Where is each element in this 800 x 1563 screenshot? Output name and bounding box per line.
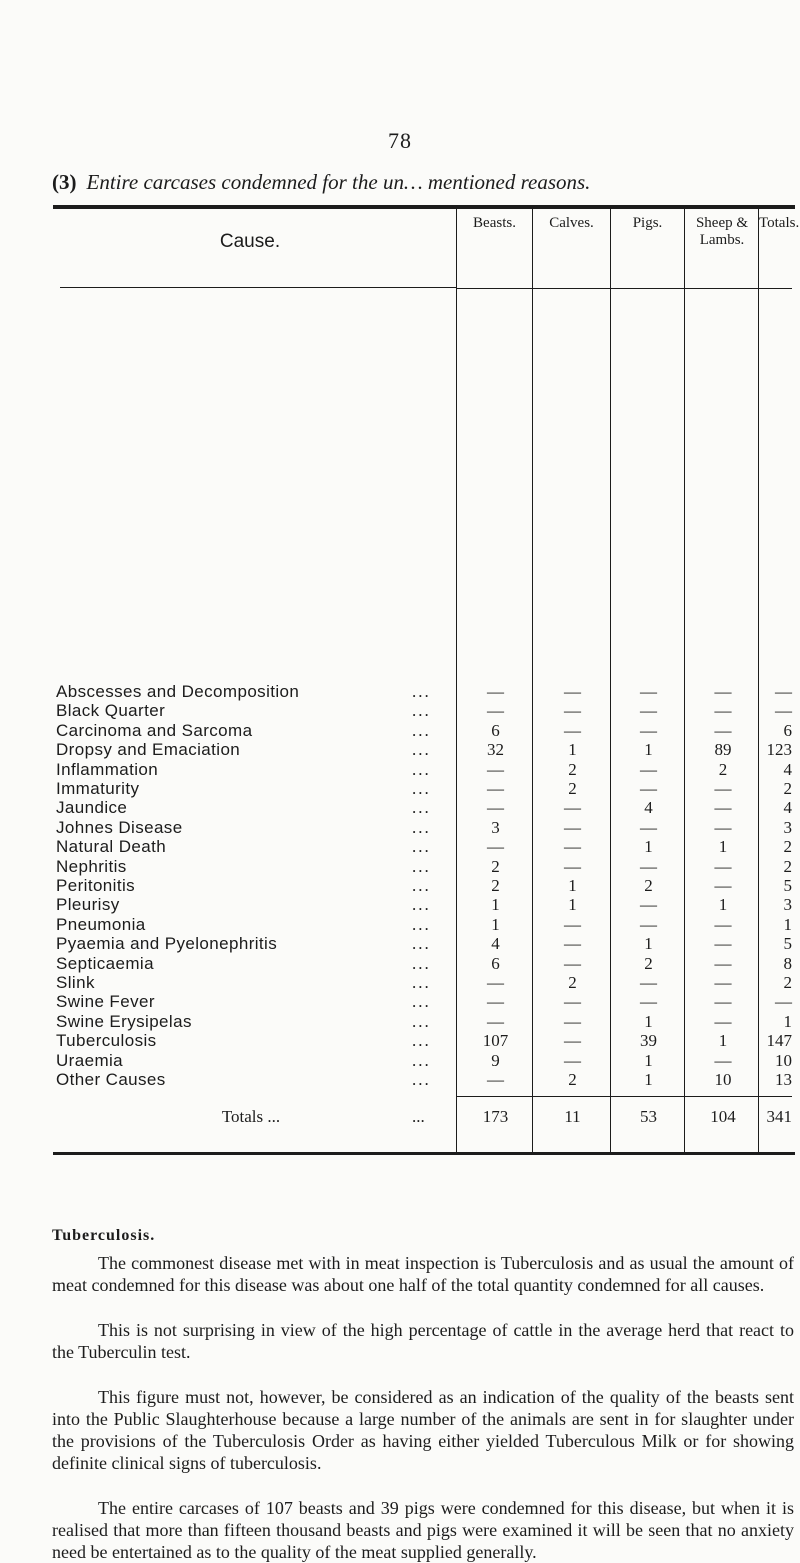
table-row: [0, 915, 800, 936]
row-totals: 2: [783, 837, 792, 857]
row-pigs: —: [640, 720, 657, 740]
row-pigs: 1: [644, 1011, 653, 1031]
row-totals: 1: [783, 1011, 792, 1031]
table-row: [0, 1031, 800, 1052]
section-title: Tuberculosis.: [52, 1227, 156, 1244]
totals-leader: ...: [412, 1107, 425, 1126]
table-row: [0, 895, 800, 916]
table-row: [0, 818, 800, 839]
row-sheep: —: [714, 1050, 732, 1070]
row-sheep: 1: [718, 895, 728, 915]
row-cause: Septicaemia: [56, 953, 154, 973]
row-calves: —: [564, 798, 581, 818]
row-beasts: —: [487, 837, 504, 857]
header-bottom-rule: [60, 287, 456, 288]
table-row: [0, 1070, 800, 1091]
totals-label: Totals ...: [221, 1107, 281, 1126]
row-sheep: —: [714, 720, 732, 740]
table-caption: [52, 170, 590, 195]
row-sheep: —: [714, 682, 732, 701]
row-calves: —: [564, 837, 581, 857]
row-leader-dots: ...: [412, 779, 431, 798]
row-calves: —: [564, 701, 581, 721]
row-leader-dots: ...: [412, 856, 431, 876]
table-row: [0, 973, 800, 994]
row-totals: 123: [766, 740, 792, 760]
table-row: [0, 992, 800, 1013]
row-cause: Dropsy and Emaciation: [56, 740, 241, 760]
row-sheep: —: [714, 992, 732, 1012]
row-totals: 10: [775, 1050, 792, 1070]
row-pigs: —: [640, 682, 657, 701]
row-sheep: —: [714, 856, 732, 876]
row-beasts: 3: [491, 817, 500, 837]
row-calves: 2: [568, 779, 577, 798]
row-cause: Carcinoma and Sarcoma: [56, 720, 253, 740]
row-beasts: 2: [491, 876, 500, 895]
row-calves: —: [564, 1050, 581, 1070]
paragraph: The entire carcases of 107 beasts and 39 pigs were condemned for this disease, but when it is realised that more than fifteen thousand beasts and pigs were examined it will be seen that no anxiety need be entertained as to the quality of the meat supplied generally.: [52, 1498, 794, 1562]
page-number: 78: [388, 128, 412, 153]
row-pigs: 1: [644, 740, 653, 760]
row-calves: —: [564, 914, 581, 934]
header-totals: Totals.: [759, 215, 800, 231]
row-leader-dots: ...: [412, 876, 431, 895]
row-calves: —: [564, 682, 581, 701]
row-cause: Swine Fever: [56, 992, 155, 1012]
table-row: [0, 798, 800, 819]
row-cause: Immaturity: [56, 779, 140, 798]
row-cause: Abscesses and Decomposition: [56, 682, 300, 701]
row-calves: —: [564, 992, 581, 1012]
row-sheep: —: [714, 953, 732, 973]
row-pigs: —: [640, 759, 657, 779]
row-cause: Jaundice: [56, 798, 128, 818]
row-leader-dots: ...: [412, 837, 431, 857]
row-calves: —: [564, 953, 581, 973]
header-cause: Cause.: [219, 231, 281, 252]
row-totals: 5: [783, 876, 792, 895]
row-totals: 1: [783, 914, 792, 934]
row-leader-dots: ...: [412, 1031, 431, 1051]
row-cause: Inflammation: [56, 759, 159, 779]
totals-beasts: 173: [482, 1107, 509, 1126]
row-pigs: —: [640, 973, 657, 992]
row-pigs: —: [640, 817, 657, 837]
table-bottom-rule: [53, 1152, 795, 1155]
row-beasts: 1: [491, 914, 500, 934]
row-calves: —: [564, 1031, 581, 1051]
row-cause: Tuberculosis: [56, 1031, 157, 1051]
row-beasts: 107: [482, 1031, 509, 1051]
row-totals: 147: [766, 1031, 792, 1051]
row-sheep: —: [714, 934, 732, 954]
table-row: [0, 954, 800, 975]
row-calves: 2: [568, 1070, 577, 1089]
row-pigs: —: [640, 779, 657, 798]
row-leader-dots: ...: [412, 895, 431, 915]
row-totals: 8: [783, 953, 792, 973]
row-sheep: —: [714, 876, 732, 895]
header-sheep: Sheep & Lambs.: [695, 215, 749, 248]
row-totals: 5: [783, 934, 792, 954]
row-beasts: —: [487, 992, 504, 1012]
paragraph: This is not surprising in view of the high percentage of cattle in the average herd that react to the Tuberculin test.: [52, 1320, 794, 1362]
row-sheep: —: [714, 798, 732, 818]
row-totals: —: [775, 701, 792, 721]
row-pigs: —: [640, 992, 657, 1012]
row-sheep: —: [714, 779, 732, 798]
table-row: [0, 740, 800, 761]
row-pigs: 39: [640, 1031, 657, 1051]
row-leader-dots: ...: [412, 992, 431, 1012]
row-beasts: —: [487, 701, 504, 721]
row-totals: —: [775, 682, 792, 701]
row-pigs: 2: [644, 953, 653, 973]
header-bottom-rule-right: [456, 288, 792, 289]
row-leader-dots: ...: [412, 682, 431, 701]
row-beasts: —: [487, 759, 504, 779]
row-pigs: —: [640, 701, 657, 721]
row-calves: 1: [568, 740, 577, 760]
row-totals: 2: [783, 856, 792, 876]
row-leader-dots: ...: [412, 914, 431, 934]
totals-calves: 11: [564, 1107, 581, 1126]
row-beasts: —: [487, 779, 504, 798]
totals-top-rule: [456, 1096, 792, 1097]
row-beasts: 4: [491, 934, 500, 954]
row-pigs: 1: [644, 1070, 653, 1089]
row-sheep: 10: [714, 1070, 732, 1089]
table-row: [0, 934, 800, 955]
row-sheep: —: [714, 1011, 732, 1031]
row-totals: 3: [783, 895, 792, 915]
table-row: [0, 682, 800, 703]
row-pigs: 1: [644, 837, 653, 857]
row-beasts: 6: [491, 953, 500, 973]
row-beasts: 6: [491, 720, 500, 740]
row-sheep: —: [714, 701, 732, 721]
row-calves: 1: [568, 876, 577, 895]
row-leader-dots: ...: [412, 817, 431, 837]
row-calves: —: [564, 1011, 581, 1031]
row-totals: 2: [783, 779, 792, 798]
row-calves: 2: [568, 973, 577, 992]
row-leader-dots: ...: [412, 798, 431, 818]
row-cause: Uraemia: [56, 1050, 124, 1070]
row-pigs: 4: [644, 798, 653, 818]
table-row: [0, 721, 800, 742]
paragraph: This figure must not, however, be considered as an indication of the quality of the beasts sent into the Public Slaughterhouse because a large number of the animals are sent in for slaughter under the provisions of the Tuberculosis Order as having either yielded Tuberculous Milk or for showing definite clinical signs of tuberculosis.: [52, 1387, 794, 1473]
row-beasts: —: [487, 973, 504, 992]
row-cause: Slink: [56, 973, 95, 992]
table-row: [0, 1012, 800, 1033]
row-sheep: 1: [718, 837, 728, 857]
row-pigs: —: [640, 895, 657, 915]
row-beasts: —: [487, 1011, 504, 1031]
row-leader-dots: ...: [412, 701, 431, 721]
row-cause: Black Quarter: [56, 701, 166, 721]
row-cause: Johnes Disease: [56, 817, 183, 837]
row-cause: Pneumonia: [56, 914, 146, 934]
row-totals: 6: [783, 720, 792, 740]
table-row: [0, 701, 800, 722]
row-leader-dots: ...: [412, 953, 431, 973]
row-cause: Pleurisy: [56, 895, 120, 915]
row-beasts: 1: [491, 895, 500, 915]
row-totals: 13: [775, 1070, 792, 1089]
header-beasts: Beasts.: [473, 215, 516, 231]
row-pigs: —: [640, 856, 657, 876]
table-row: [0, 857, 800, 878]
paragraph: The commonest disease met with in meat inspection is Tuberculosis and as usual the amount of meat condemned for this disease was about one half of the total quantity condemned for all causes.: [52, 1253, 794, 1295]
table-caption-text: Entire carcases condemned for the un… mentioned reasons.: [86, 170, 591, 194]
row-leader-dots: ...: [412, 740, 431, 760]
row-sheep: —: [714, 914, 732, 934]
table-row: [0, 837, 800, 858]
row-calves: 2: [568, 759, 577, 779]
row-cause: Other Causes: [56, 1070, 166, 1089]
row-pigs: 1: [644, 934, 653, 954]
row-beasts: 2: [491, 856, 500, 876]
table-number: (3): [52, 170, 77, 194]
row-sheep: —: [714, 973, 732, 992]
row-cause: Natural Death: [56, 837, 167, 857]
row-pigs: —: [640, 914, 657, 934]
row-pigs: 1: [644, 1050, 653, 1070]
row-calves: —: [564, 934, 581, 954]
row-calves: 1: [568, 895, 577, 915]
section-body: [52, 1252, 794, 1563]
row-beasts: 9: [491, 1050, 500, 1070]
row-totals: 4: [783, 759, 792, 779]
header-pigs: Pigs.: [632, 215, 663, 231]
table-row: [0, 760, 800, 781]
row-leader-dots: ...: [412, 759, 431, 779]
totals-sheep: 104: [710, 1107, 736, 1126]
row-leader-dots: ...: [412, 973, 431, 992]
row-cause: Pyaemia and Pyelonephritis: [56, 934, 278, 954]
row-totals: 4: [783, 798, 792, 818]
row-calves: —: [564, 856, 581, 876]
totals-totals: 341: [766, 1107, 792, 1126]
row-totals: —: [775, 992, 792, 1012]
row-cause: Peritonitis: [56, 876, 136, 895]
totals-pigs: 53: [640, 1107, 657, 1126]
row-sheep: —: [714, 817, 732, 837]
row-cause: Swine Erysipelas: [56, 1011, 192, 1031]
row-sheep: 1: [718, 1031, 728, 1051]
row-cause: Nephritis: [56, 856, 127, 876]
row-leader-dots: ...: [412, 720, 431, 740]
table-row: [0, 779, 800, 800]
row-totals: 3: [783, 817, 792, 837]
table-row: [0, 1051, 800, 1072]
row-beasts: —: [487, 1070, 504, 1089]
totals-row: [0, 1107, 800, 1131]
row-leader-dots: ...: [412, 934, 431, 954]
row-totals: 2: [783, 973, 792, 992]
row-beasts: 32: [487, 740, 504, 760]
row-beasts: —: [487, 682, 504, 701]
table-row: [0, 876, 800, 897]
row-sheep: 2: [718, 759, 728, 779]
row-sheep: 89: [714, 740, 732, 760]
row-leader-dots: ...: [412, 1011, 431, 1031]
row-beasts: —: [487, 798, 504, 818]
header-calves: Calves.: [549, 215, 594, 231]
row-leader-dots: ...: [412, 1070, 431, 1089]
row-calves: —: [564, 817, 581, 837]
row-calves: —: [564, 720, 581, 740]
row-pigs: 2: [644, 876, 653, 895]
row-leader-dots: ...: [412, 1050, 431, 1070]
